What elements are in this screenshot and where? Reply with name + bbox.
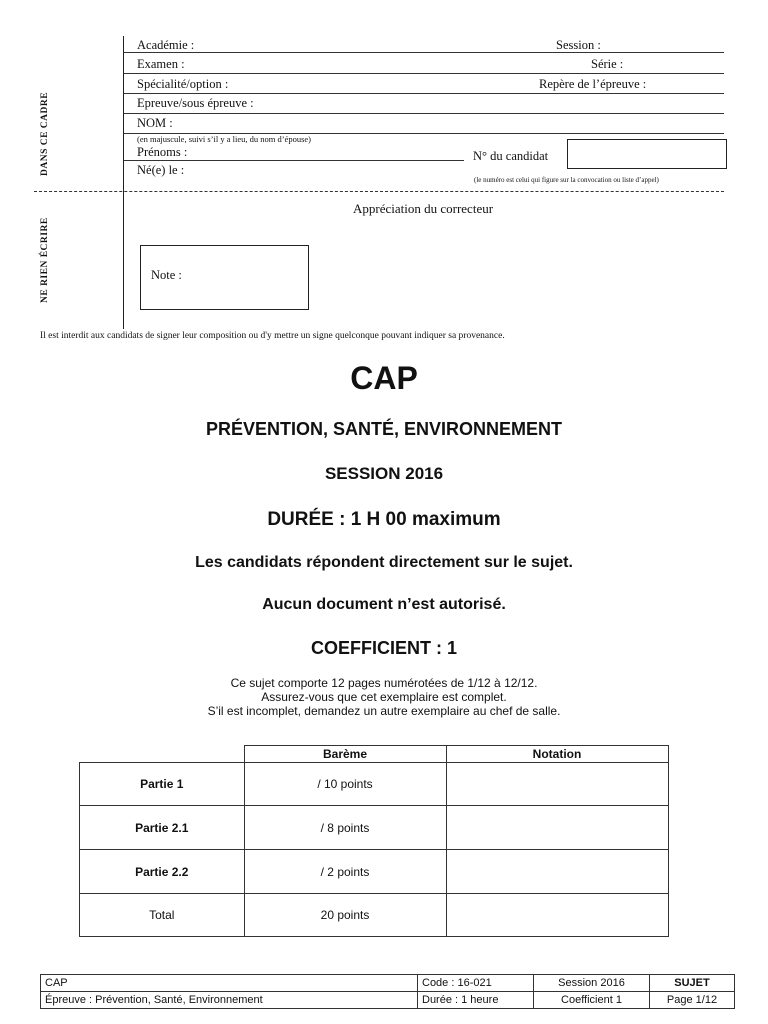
repere-label: Repère de l’épreuve : (539, 77, 647, 91)
subject-title: PRÉVENTION, SANTÉ, ENVIRONNEMENT (205, 419, 563, 439)
cut-line (34, 191, 724, 192)
score-row-notation[interactable] (446, 806, 668, 850)
ne-le-label: Né(e) le : (137, 163, 185, 177)
rule-specialite (124, 93, 724, 94)
serie-label: Série : (591, 57, 624, 71)
candidat-label: N° du candidat (473, 149, 549, 163)
footer-page: Page 1/12 (650, 992, 735, 1009)
exam-title: CAP (350, 360, 418, 396)
answer-instruction: Les candidats répondent directement sur le sujet. (195, 554, 573, 571)
note-box[interactable] (140, 245, 309, 310)
coefficient-title: COEFFICIENT : 1 (310, 638, 457, 658)
info-line-2: Assurez-vous que cet exemplaire est complet. (261, 690, 507, 704)
footer-sujet: SUJET (650, 975, 735, 992)
footer-session: Session 2016 (534, 975, 650, 992)
score-row-notation[interactable] (446, 850, 668, 894)
examen-label: Examen : (137, 57, 185, 71)
candidat-number-field[interactable] (567, 139, 727, 169)
score-row-label: Partie 2.2 (80, 850, 245, 894)
appreciation-label: Appréciation du correcteur (353, 201, 494, 216)
score-row-label: Partie 2.1 (80, 806, 245, 850)
duration-title: DURÉE : 1 H 00 maximum (267, 509, 501, 530)
score-header-bareme: Barème (244, 746, 446, 763)
rule-examen (124, 73, 724, 74)
side-label-bottom: NE RIEN ÉCRIRE (40, 217, 50, 303)
info-line-3: S’il est incomplet, demandez un autre exemplaire au chef de salle. (207, 704, 561, 718)
info-block (0, 676, 768, 718)
score-row-label: Total (80, 894, 245, 937)
session-label: Session : (556, 38, 601, 52)
specialite-label: Spécialité/option : (137, 77, 229, 91)
footer-coefficient: Coefficient 1 (534, 992, 650, 1009)
nom-note: (en majuscule, suivi s’il y a lieu, du nom d’épouse) (137, 134, 311, 144)
score-row-bareme: 20 points (244, 894, 446, 937)
rule-prenoms (124, 160, 464, 161)
score-header-notation: Notation (446, 746, 668, 763)
epreuve-label: Epreuve/sous épreuve : (137, 96, 254, 110)
session-title: SESSION 2016 (324, 464, 444, 483)
form-vertical-rule (123, 36, 124, 329)
document-instruction: Aucun document n’est autorisé. (262, 596, 506, 613)
score-row-notation[interactable] (446, 763, 668, 806)
score-row-notation[interactable] (446, 894, 668, 937)
prenoms-label: Prénoms : (137, 145, 188, 159)
footer-code: Code : 16-021 (418, 975, 534, 992)
score-row-bareme: / 10 points (244, 763, 446, 806)
academie-label: Académie : (137, 38, 195, 52)
warning-text: Il est interdit aux candidats de signer leur composition ou d'y mettre un signe quelconque pouvant indiquer sa provenance. (40, 331, 505, 341)
footer-exam: CAP (41, 975, 418, 992)
score-table (79, 745, 669, 937)
nom-label: NOM : (137, 116, 173, 130)
footer-duree: Durée : 1 heure (418, 992, 534, 1009)
rule-epreuve (124, 113, 724, 114)
rule-academie (124, 52, 724, 53)
score-table-corner (80, 746, 245, 763)
note-label: Note : (151, 268, 182, 282)
score-row-bareme: / 8 points (244, 806, 446, 850)
info-line-1: Ce sujet comporte 12 pages numérotées de 1/12 à 12/12. (230, 676, 538, 690)
score-row-bareme: / 2 points (244, 850, 446, 894)
footer-epreuve: Épreuve : Prévention, Santé, Environnement (41, 992, 418, 1009)
footer-table (40, 974, 735, 1009)
candidat-note: (le numéro est celui qui figure sur la convocation ou liste d’appel) (474, 176, 659, 184)
score-row-label: Partie 1 (80, 763, 245, 806)
side-label-top: DANS CE CADRE (40, 91, 50, 176)
